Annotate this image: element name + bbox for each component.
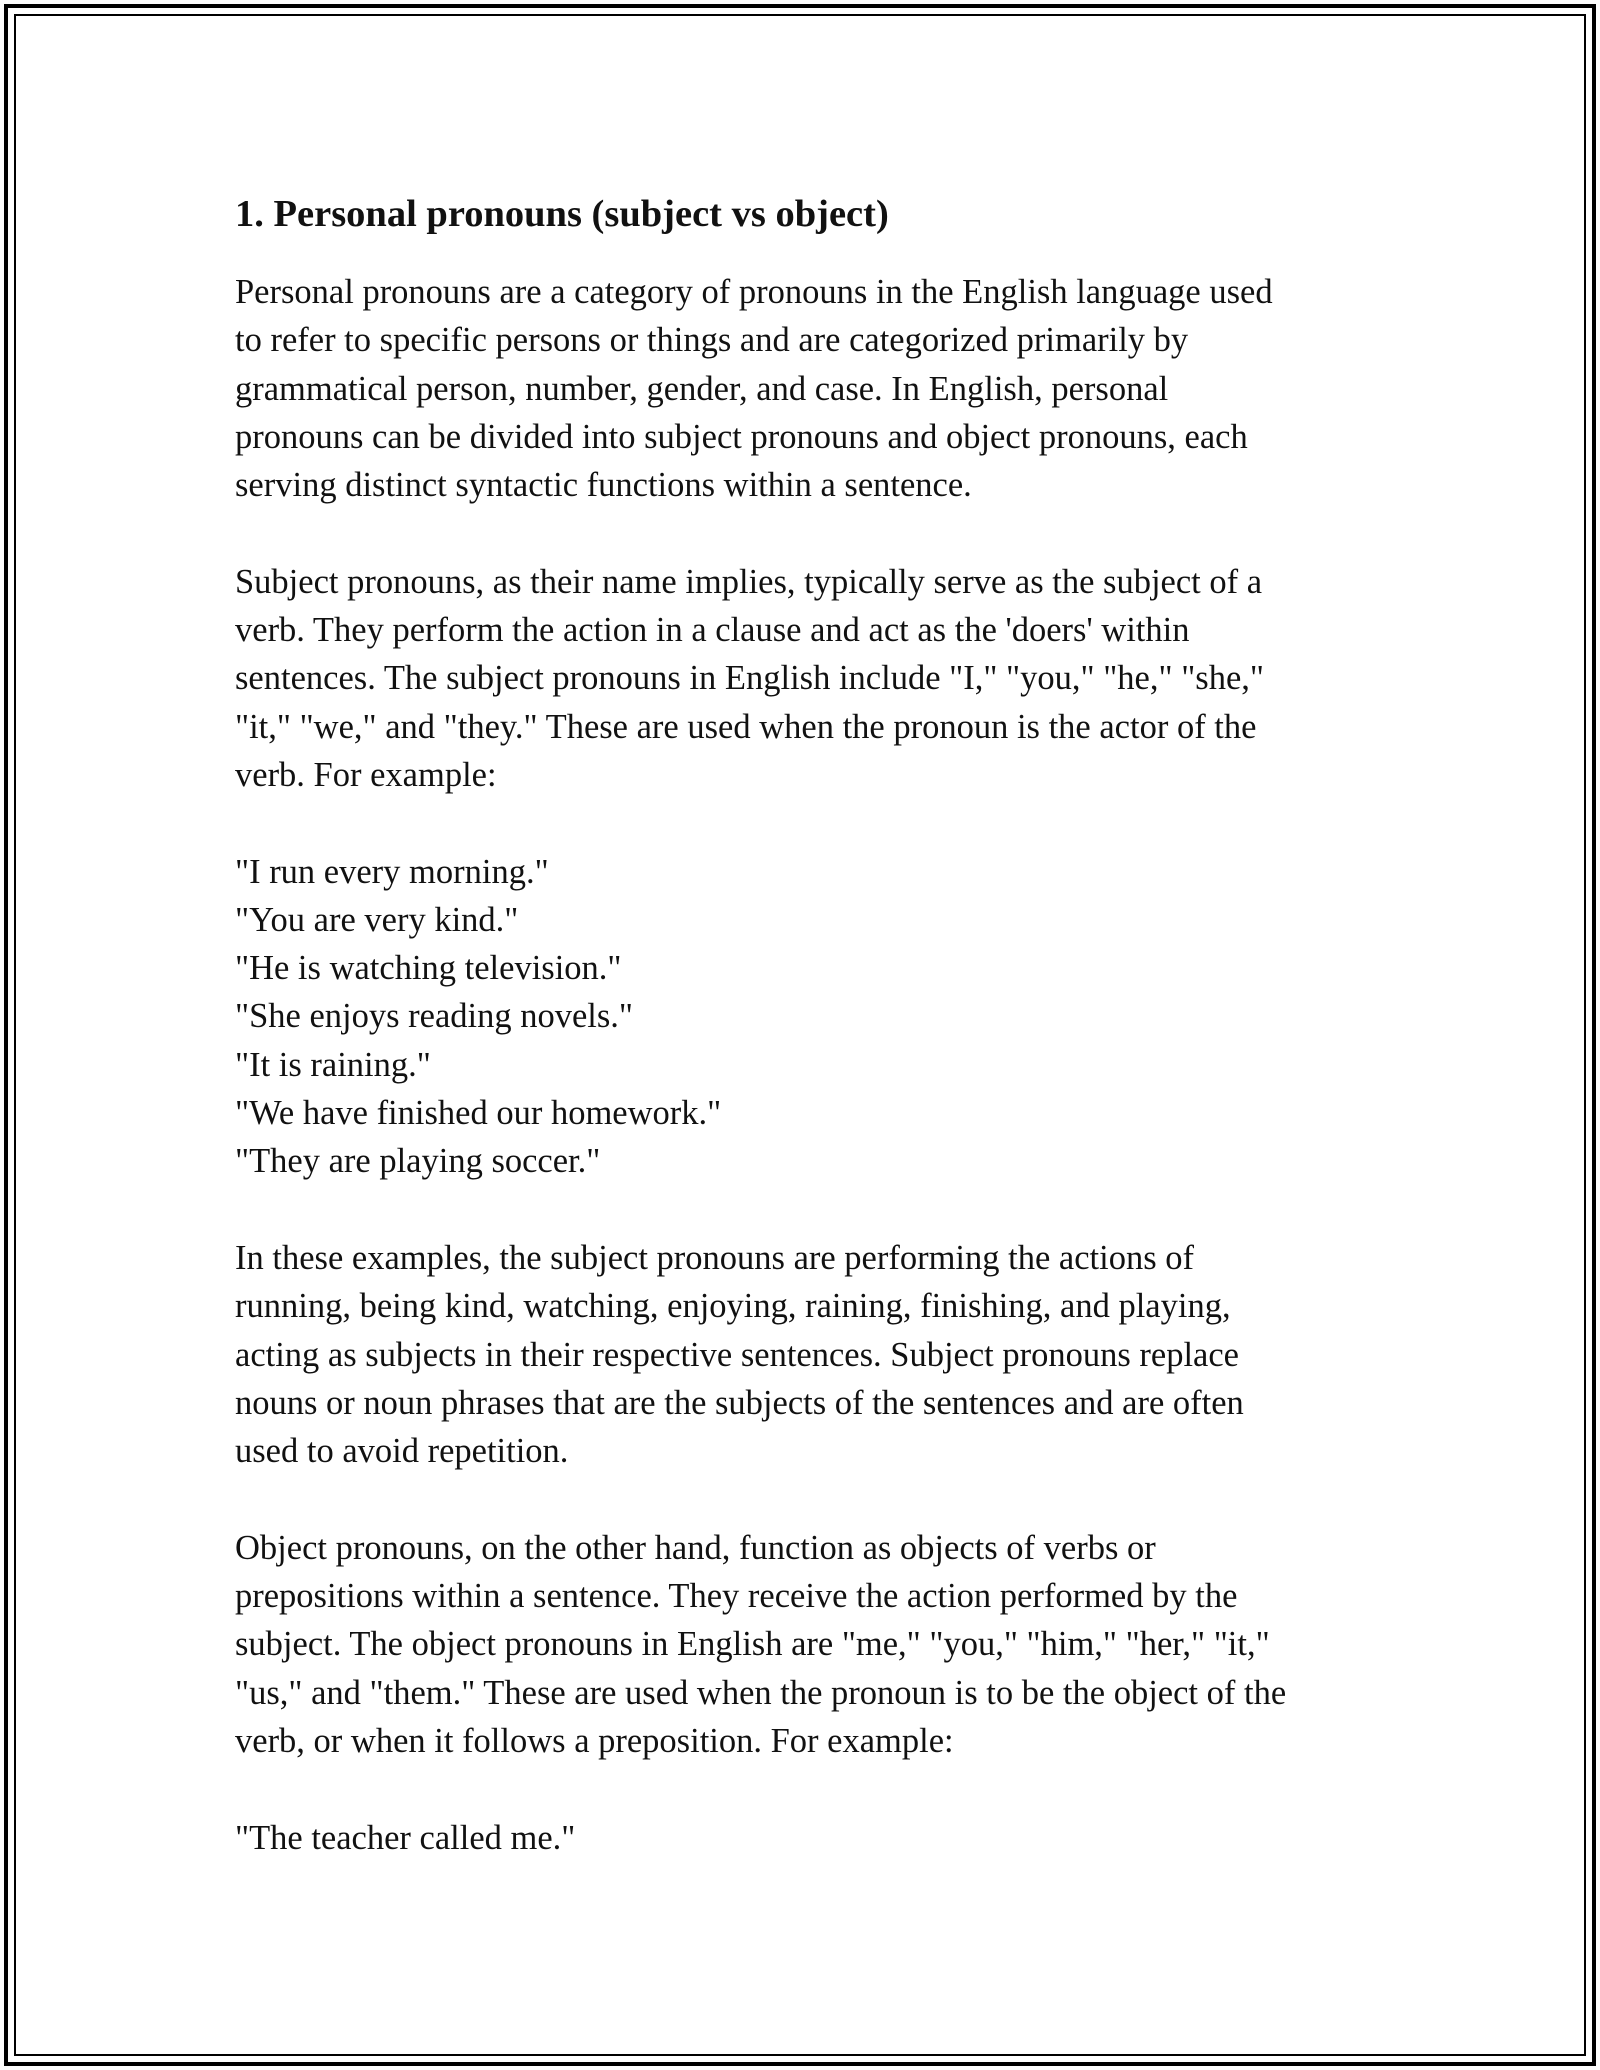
intro-paragraph: Personal pronouns are a category of pronouns in the English language used to refer to specific persons or things and are categorized primarily by grammatical person, number, gender, and case. In English, personal pronouns can be divided into subject pronouns and object pronouns, each serving distinct syntactic functions within a sentence. <box>235 273 1273 505</box>
example-line: "They are playing soccer." <box>235 1142 601 1181</box>
document-body <box>235 188 1375 1862</box>
subject-examples-list <box>235 848 1375 1186</box>
paragraph-gap <box>235 1475 1375 1523</box>
paragraph-gap <box>235 1765 1375 1813</box>
example-line: "She enjoys reading novels." <box>235 997 634 1036</box>
paragraph-gap <box>235 799 1375 847</box>
example-line: "It is raining." <box>235 1045 431 1084</box>
example-line: "You are very kind." <box>235 900 519 939</box>
example-line: "He is watching television." <box>235 949 622 988</box>
subject-explanation-paragraph: In these examples, the subject pronouns are performing the actions of running, being kind, watching, enjoying, raining, finishing, and playing, acting as subjects in their respective sentences. Subject pronouns replace nouns or noun phrases that are the subjects of the sentences and are often used to avoid repetition. <box>235 1238 1244 1471</box>
example-line: "I run every morning." <box>235 852 549 891</box>
example-line: "We have finished our homework." <box>235 1094 722 1133</box>
section-heading: 1. Personal pronouns (subject vs object) <box>235 193 889 235</box>
object-examples-list <box>235 1814 1375 1862</box>
subject-pronouns-paragraph: Subject pronouns, as their name implies, typically serve as the subject of a verb. They perform the action in a clause and act as the 'doers' within sentences. The subject pronouns in English include "I," "you," "he," "she," "it," "we," and "they." These are used when the pronoun is the actor of the verb. For example: <box>235 562 1264 794</box>
paragraph-gap <box>235 1186 1375 1234</box>
paragraph-gap <box>235 509 1375 557</box>
example-line: "The teacher called me." <box>235 1818 576 1857</box>
object-pronouns-paragraph: Object pronouns, on the other hand, function as objects of verbs or prepositions within a sentence. They receive the action performed by the subject. The object pronouns in English are "me," "you," "him," "her," "it," "us," and "them." These are used when the pronoun is to be the object of the verb, or when it follows a preposition. For example: <box>235 1528 1287 1760</box>
